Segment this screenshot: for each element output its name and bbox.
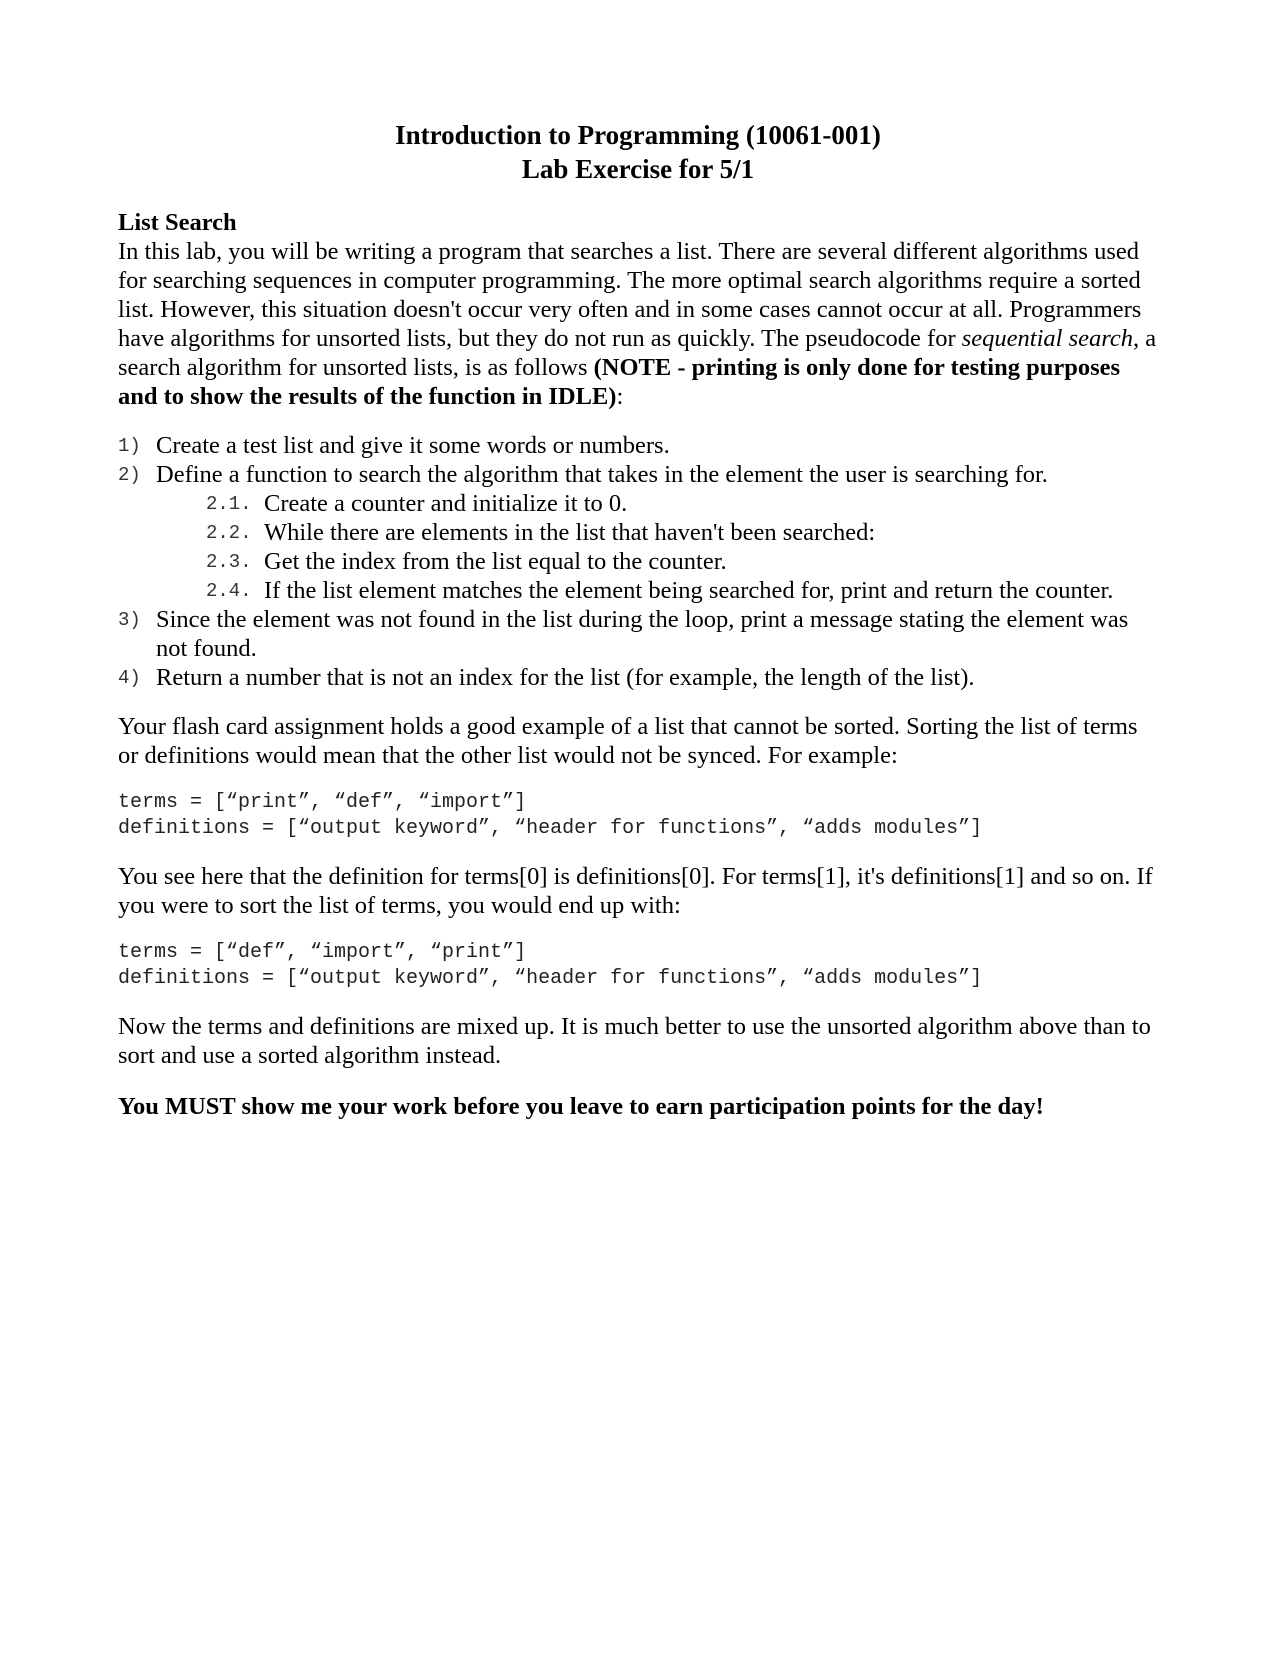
title-line-1: Introduction to Programming (10061-001): [395, 120, 881, 150]
substep-2-3: [118, 547, 1158, 576]
code-block-unsorted: [118, 790, 1158, 842]
step-1: [118, 431, 1158, 460]
code-line: definitions = [“output keyword”, “header for functions”, “adds modules”]: [118, 967, 983, 990]
step-number: 4): [118, 667, 141, 689]
code-line: definitions = [“output keyword”, “header for functions”, “adds modules”]: [118, 817, 983, 840]
title-line-2: Lab Exercise for 5/1: [521, 154, 755, 184]
intro-text-2: , a search algorithm for unsorted lists, is as follows: [118, 325, 1157, 381]
intro-bold-note: (NOTE - printing is only done for testing purposes and to show the results of the function in IDLE): [118, 354, 1121, 410]
step-4: [118, 663, 1158, 692]
code-line: terms = [“def”, “import”, “print”]: [118, 941, 527, 964]
final-note: You MUST show me your work before you leave to earn participation points for the day!: [118, 1093, 1044, 1120]
substep-2-4: [118, 576, 1158, 605]
code-line: terms = [“print”, “def”, “import”]: [118, 791, 527, 814]
substep-number: 2.2.: [206, 522, 252, 544]
substep-text: If the list element matches the element being searched for, print and return the counter.: [264, 577, 1114, 604]
substep-number: 2.3.: [206, 551, 252, 573]
substep-number: 2.4.: [206, 580, 252, 602]
step-3: [118, 605, 1158, 663]
substep-2-2: [118, 518, 1158, 547]
intro-italic-term: sequential search: [961, 325, 1133, 352]
document-page: [118, 118, 1158, 1121]
pseudocode-steps: [118, 431, 1158, 692]
intro-text-end: :: [616, 383, 624, 410]
step-number: 3): [118, 609, 141, 631]
step-2: [118, 460, 1158, 489]
step-text: Return a number that is not an index for the list (for example, the length of the list).: [156, 664, 975, 691]
step-number: 1): [118, 435, 141, 457]
page-title: [118, 118, 1158, 186]
substep-number: 2.1.: [206, 493, 252, 515]
step-text: Define a function to search the algorithm that takes in the element the user is searching for.: [156, 461, 1048, 488]
step-text: Since the element was not found in the list during the loop, print a message stating the element was not found.: [156, 606, 1129, 662]
step-text: Create a test list and give it some words or numbers.: [156, 432, 670, 459]
substep-2-1: [118, 489, 1158, 518]
intro-text-1: In this lab, you will be writing a program that searches a list. There are several different algorithms used for searching sequences in computer programming. The more optimal search algorithms require a sorted list. However, this situation doesn't occur very often and in some cases cannot occur at all. Programmers have algorithms for unsorted lists, but they do not run as quickly. The pseudocode for: [118, 238, 1142, 352]
substep-text: Create a counter and initialize it to 0.: [264, 490, 628, 517]
flashcard-paragraph: Your flash card assignment holds a good example of a list that cannot be sorted. Sorting the list of terms or definitions would mean that the other list would not be synced. For example:: [118, 713, 1138, 769]
section-heading: List Search: [118, 209, 237, 236]
step-number: 2): [118, 464, 141, 486]
substep-text: Get the index from the list equal to the counter.: [264, 548, 727, 575]
terms-paragraph: You see here that the definition for terms[0] is definitions[0]. For terms[1], it's definitions[1] and so on. If you were to sort the list of terms, you would end up with:: [118, 863, 1153, 919]
code-block-sorted: [118, 940, 1158, 992]
mixed-up-paragraph: Now the terms and definitions are mixed up. It is much better to use the unsorted algorithm above than to sort and use a sorted algorithm instead.: [118, 1013, 1151, 1069]
intro-paragraph: [118, 237, 1158, 411]
substep-text: While there are elements in the list that haven't been searched:: [264, 519, 876, 546]
